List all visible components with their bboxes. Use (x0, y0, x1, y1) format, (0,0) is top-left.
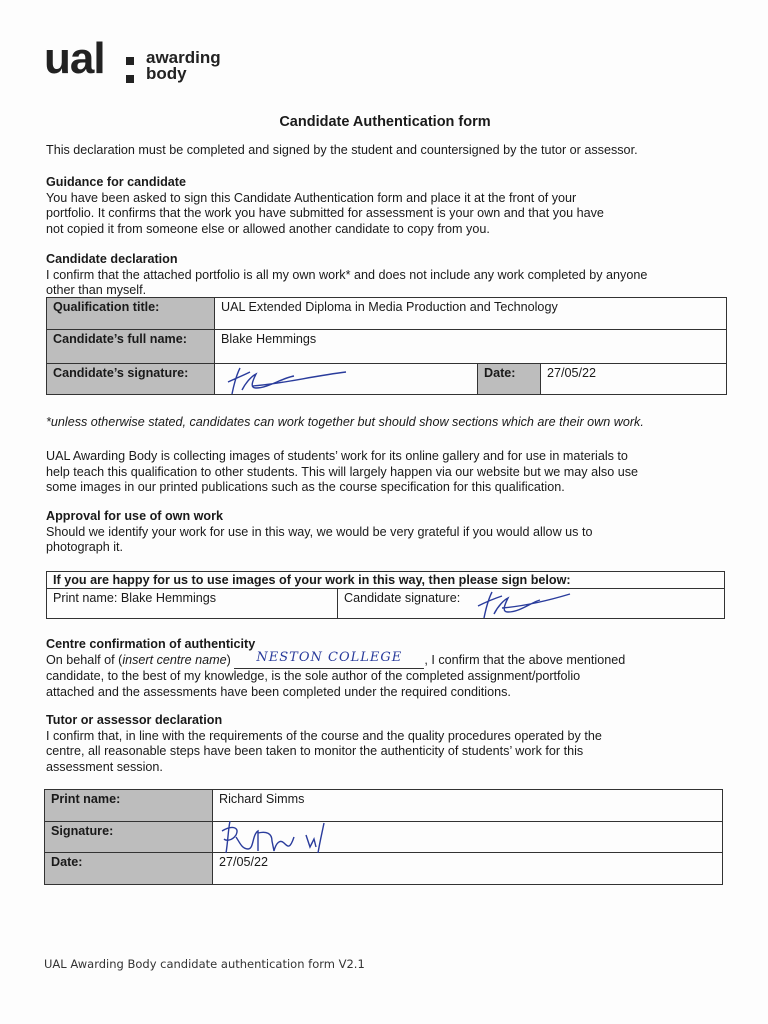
centre-heading: Centre confirmation of authenticity (46, 637, 256, 651)
declaration-section (46, 252, 647, 299)
qualification-value: UAL Extended Diploma in Media Production and Technology (215, 298, 727, 330)
gallery-line: some images in our printed publications such as the course specification for this qualification. (46, 480, 565, 494)
name-value: Blake Hemmings (215, 330, 727, 364)
logo-subtitle (146, 50, 221, 82)
footer: UAL Awarding Body candidate authentication form V2.1 (44, 957, 365, 971)
date-value: 27/05/22 (541, 364, 727, 395)
tutor-date-label: Date: (45, 853, 213, 885)
centre-line: attached and the assessments have been completed under the required conditions. (46, 684, 511, 699)
gallery-section (46, 449, 638, 496)
tutor-heading: Tutor or assessor declaration (46, 713, 223, 727)
qualification-label: Qualification title: (47, 298, 215, 330)
approval-section (46, 509, 592, 556)
guidance-section (46, 175, 604, 237)
tutor-line: centre, all reasonable steps have been taken to monitor the authenticity of students’ work for this (46, 744, 584, 758)
name-label: Candidate’s full name: (47, 330, 215, 364)
logo-brand: ual (44, 34, 105, 83)
tutor-print-value: Richard Simms (213, 790, 723, 822)
centre-name-field (234, 649, 424, 670)
tutor-signature (218, 817, 338, 857)
declaration-line: I confirm that the attached portfolio is all my own work* and does not include any work completed by anyone (46, 267, 648, 282)
guidance-line: portfolio. It confirms that the work you have submitted for assessment is your own and that you have (46, 206, 604, 220)
footnote: *unless otherwise stated, candidates can work together but should show sections which are their own work. (46, 415, 644, 429)
gallery-line: help teach this qualification to other students. This will largely happen via our website but we may also use (46, 464, 639, 479)
intro-text: This declaration must be completed and signed by the student and countersigned by the tutor or assessor. (46, 143, 638, 157)
logo-colon (126, 55, 134, 85)
approval-signature (470, 588, 580, 622)
centre-name: NESTON COLLEGE (256, 649, 403, 665)
centre-line: candidate, to the best of my knowledge, is the sole author of the completed assignment/portfolio (46, 669, 581, 683)
date-label: Date: (478, 364, 541, 395)
approval-heading: Approval for use of own work (46, 509, 224, 523)
declaration-heading: Candidate declaration (46, 252, 178, 266)
gallery-line: UAL Awarding Body is collecting images of students’ work for its online gallery and for use in materials to (46, 449, 628, 463)
guidance-heading: Guidance for candidate (46, 175, 186, 189)
approval-table (46, 571, 725, 619)
tutor-date-value: 27/05/22 (213, 853, 723, 885)
tutor-print-label: Print name: (45, 790, 213, 822)
tutor-line: I confirm that, in line with the requirements of the course and the quality procedures operated by the (46, 728, 602, 743)
approval-box-heading: If you are happy for us to use images of your work in this way, then please sign below: (47, 572, 725, 589)
tutor-signature-label: Signature: (45, 822, 213, 853)
page-title: Candidate Authentication form (279, 114, 491, 130)
guidance-line: not copied it from someone else or allowed another candidate to copy from you. (46, 221, 490, 236)
declaration-line: other than myself. (46, 283, 147, 297)
guidance-line: You have been asked to sign this Candidate Authentication form and place it at the front of your (46, 190, 577, 205)
approval-line: photograph it. (46, 540, 124, 554)
tutor-section (46, 713, 602, 775)
approval-print-name: Print name: Blake Hemmings (47, 589, 338, 619)
approval-signature-label: Candidate signature: (338, 589, 725, 619)
candidate-table (46, 297, 727, 395)
logo-line-2: body (146, 64, 187, 83)
tutor-table (44, 789, 723, 885)
centre-section (46, 637, 625, 700)
candidate-signature (222, 364, 352, 398)
approval-line: Should we identify your work for use in this way, we would be very grateful if you would allow us to (46, 524, 593, 539)
tutor-line: assessment session. (46, 759, 163, 774)
logo-line-1: awarding (146, 48, 221, 67)
signature-label: Candidate’s signature: (47, 364, 215, 395)
centre-line-1: On behalf of (insert centre name) NESTON COLLEGE , I confirm that the above mentioned (46, 653, 625, 670)
